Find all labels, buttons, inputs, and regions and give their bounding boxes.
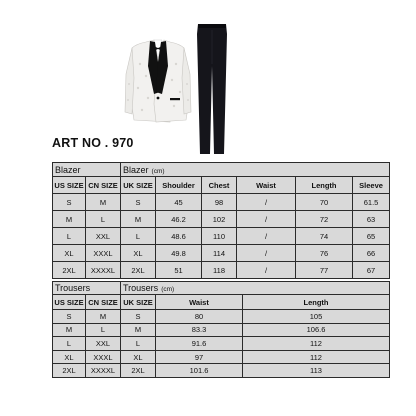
table-cell: 101.6 [156,364,243,378]
table-cell: / [237,262,296,279]
column-header: Length [243,295,390,310]
table-cell: 49.8 [156,245,202,262]
table-cell: 105 [243,310,390,324]
table-cell: 77 [296,262,353,279]
table-cell: / [237,228,296,245]
table-cell: 112 [243,337,390,351]
table-cell: 112 [243,350,390,364]
blazer-unit: (cm) [151,167,165,175]
table-cell: 2XL [53,364,86,378]
table-cell: XXXL [86,245,121,262]
table-cell: 72 [296,211,353,228]
table-cell: M [53,211,86,228]
blazer-size-table [52,162,390,279]
trousers-size-table [52,281,390,378]
table-cell: 118 [202,262,237,279]
column-header: US SIZE [53,295,86,310]
blazer-title-right [121,163,390,177]
trousers-title-left: Trousers [53,282,121,295]
column-header: CN SIZE [86,177,121,194]
trousers-illustration [197,24,227,154]
column-header: UK SIZE [121,177,156,194]
table-cell: 63 [353,211,390,228]
table-cell: XL [121,245,156,262]
blazer-title-text: Blazer [123,164,149,175]
table-cell: L [121,337,156,351]
table-cell: XL [53,245,86,262]
table-cell: L [86,211,121,228]
table-row [53,310,390,324]
blazer-illustration [125,40,191,122]
blazer-title-left: Blazer [53,163,121,177]
table-cell: L [53,228,86,245]
table-cell: 61.5 [353,194,390,211]
table-cell: L [86,323,121,337]
table-cell: / [237,245,296,262]
column-header: Chest [202,177,237,194]
table-cell: S [53,310,86,324]
table-cell: 70 [296,194,353,211]
table-cell: L [53,337,86,351]
column-header: Sleeve [353,177,390,194]
table-cell: M [86,310,121,324]
table-cell: 2XL [53,262,86,279]
trousers-title-row [53,282,390,295]
column-header: Length [296,177,353,194]
table-row [53,364,390,378]
table-cell: XXL [86,337,121,351]
table-cell: 46.2 [156,211,202,228]
table-cell: S [53,194,86,211]
column-header: CN SIZE [86,295,121,310]
table-cell: 45 [156,194,202,211]
table-row [53,211,390,228]
table-cell: 80 [156,310,243,324]
product-photo [120,14,240,158]
table-row [53,262,390,279]
table-cell: M [53,323,86,337]
table-cell: S [121,310,156,324]
table-cell: 51 [156,262,202,279]
table-cell: 65 [353,228,390,245]
table-cell: 66 [353,245,390,262]
table-cell: XL [53,350,86,364]
table-row [53,245,390,262]
table-cell: 74 [296,228,353,245]
trousers-header-row [53,295,390,310]
table-row [53,350,390,364]
column-header: UK SIZE [121,295,156,310]
table-cell: 67 [353,262,390,279]
table-cell: 76 [296,245,353,262]
table-cell: / [237,211,296,228]
table-cell: 102 [202,211,237,228]
table-row [53,194,390,211]
table-cell: XXXXL [86,364,121,378]
table-cell: / [237,194,296,211]
table-row [53,323,390,337]
table-cell: 98 [202,194,237,211]
table-cell: 97 [156,350,243,364]
column-header: Shoulder [156,177,202,194]
table-cell: 83.3 [156,323,243,337]
table-cell: 2XL [121,262,156,279]
column-header: Waist [156,295,243,310]
table-cell: M [86,194,121,211]
column-header: US SIZE [53,177,86,194]
table-cell: XXXXL [86,262,121,279]
trousers-title-right [121,282,390,295]
table-cell: 91.6 [156,337,243,351]
table-cell: 2XL [121,364,156,378]
table-cell: L [121,228,156,245]
table-row [53,337,390,351]
table-cell: XXXL [86,350,121,364]
blazer-header-row [53,177,390,194]
table-cell: 114 [202,245,237,262]
table-cell: 106.6 [243,323,390,337]
table-cell: M [121,211,156,228]
trousers-title-text: Trousers [123,283,159,293]
trousers-unit: (cm) [161,286,175,293]
article-number: ART NO . 970 [52,136,134,150]
blazer-title-row [53,163,390,177]
table-cell: S [121,194,156,211]
column-header: Waist [237,177,296,194]
table-cell: 110 [202,228,237,245]
table-cell: XL [121,350,156,364]
table-cell: 48.6 [156,228,202,245]
table-cell: 113 [243,364,390,378]
table-row [53,228,390,245]
table-cell: XXL [86,228,121,245]
table-cell: M [121,323,156,337]
